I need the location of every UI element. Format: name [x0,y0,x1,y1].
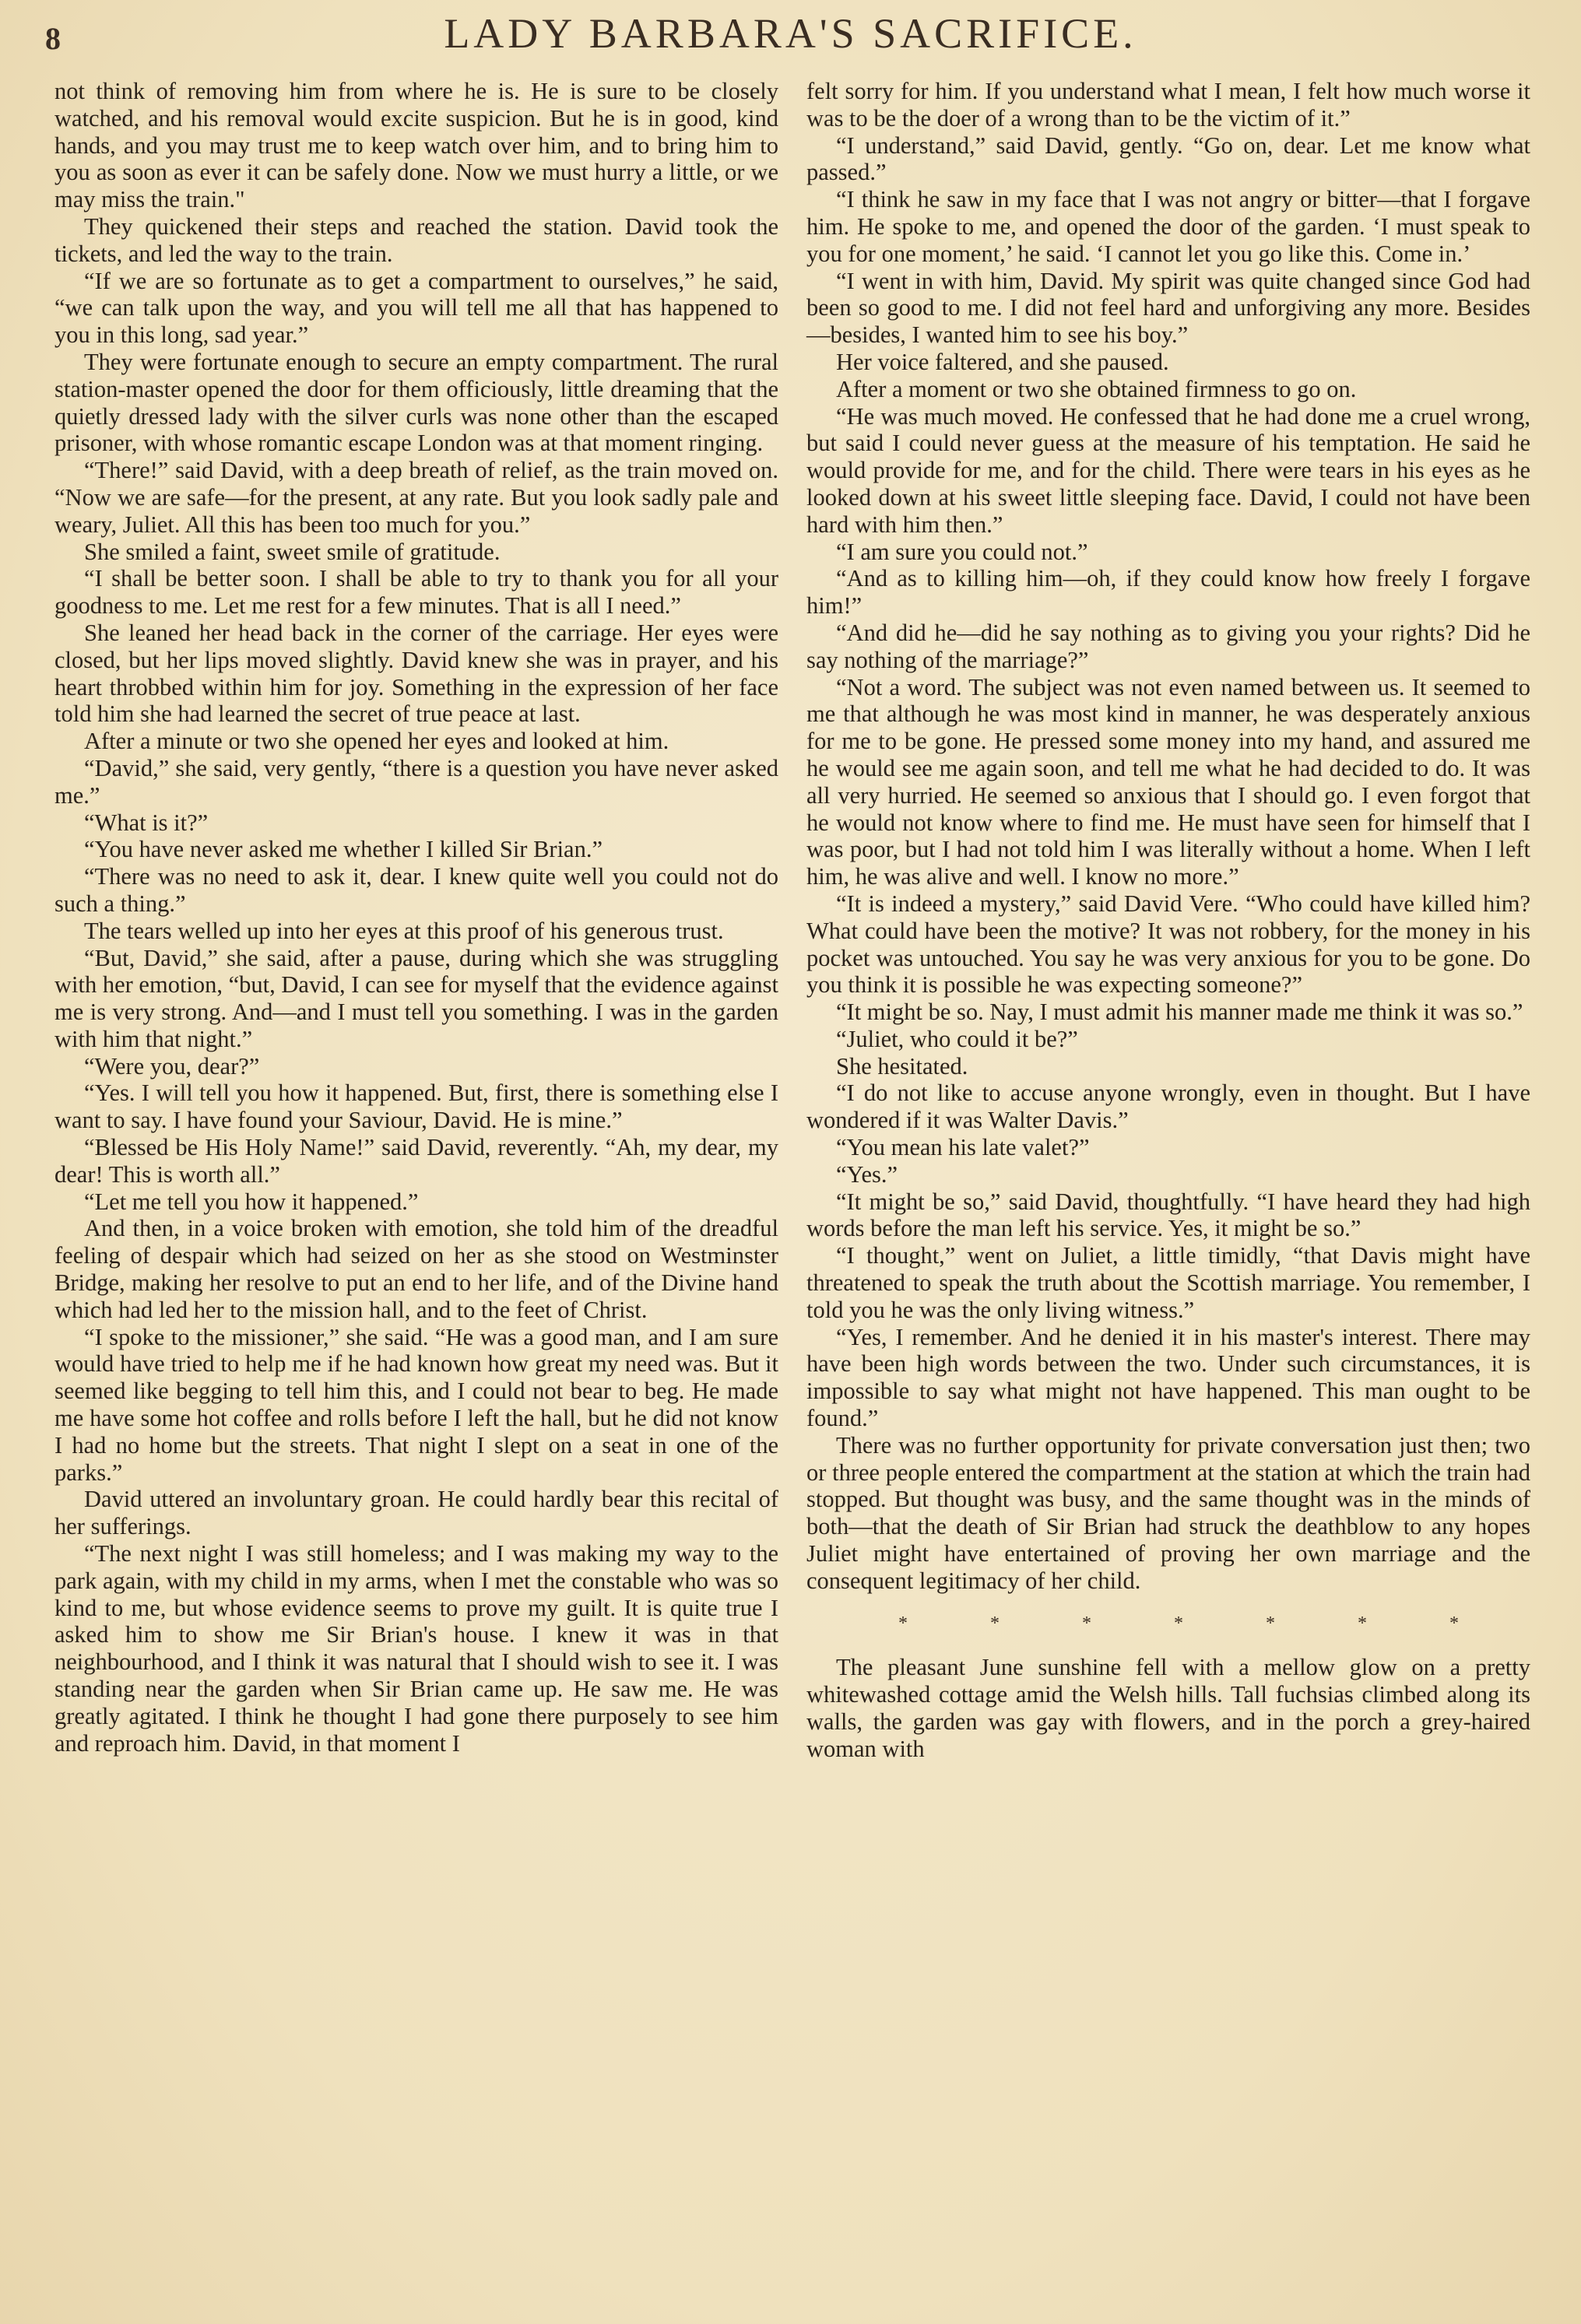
asterisk: * [1358,1613,1367,1634]
paragraph: “I am sure you could not.” [836,538,1088,565]
page-number: 8 [45,21,61,56]
paragraph: “And did he—did he say nothing as to giving you your rights? Did he say nothing of the marriage?” [806,619,1530,673]
paragraph: They were fortunate enough to secure an empty compartment. The rural station-master opened the door for them officiously, little dreaming that the quietly dressed lady with the silver curls was none other than the escaped prisoner, with whose romantic escape London was at that moment ringing. [54,348,778,457]
paragraph: “He was much moved. He confessed that he had done me a cruel wrong, but said I could never guess at the measure of his temptation. He said he would provide for me, and for the child. There were tears in his eyes as he looked down at his sweet little sleeping face. David, I could not have been hard with him then.” [806,402,1530,538]
paragraph: “I do not like to accuse anyone wrongly, even in thought. But I have wondered if it was Walter Davis.” [806,1080,1530,1134]
paragraph: felt sorry for him. If you understand what I mean, I felt how much worse it was to be the doer of a wrong than to be the victim of it.” [806,78,1530,132]
section-separator [898,1610,1459,1638]
asterisk: * [898,1613,908,1634]
paragraph: “There was no need to ask it, dear. I knew quite well you could not do such a thing.” [54,863,778,917]
paragraph: And then, in a voice broken with emotion, she told him of the dreadful feeling of despair which had seized on her as she stood on Westminster Bridge, making her resolve to put an end to her life, and of the Divine hand which had led her to the mission hall, and to the feet of Christ. [54,1215,778,1323]
paragraph: “Yes. I will tell you how it happened. But, first, there is something else I want to say. I have found your Saviour, David. He is mine.” [54,1080,778,1134]
right-column [806,78,1530,1763]
running-title: LADY BARBARA'S SACRIFICE. [444,10,1137,57]
paragraph: “I think he saw in my face that I was not angry or bitter—that I forgave him. He spoke to me, and opened the door of the garden. ‘I must speak to you for one moment,’ he said. ‘I cannot let you go like this. Come in.’ [806,186,1530,267]
asterisk: * [1266,1613,1275,1634]
paragraph: She smiled a faint, sweet smile of gratitude. [84,538,501,565]
asterisk: * [1082,1613,1091,1634]
paragraph: After a minute or two she opened her eyes and looked at him. [84,728,669,755]
paragraph: “You have never asked me whether I killed Sir Brian.” [84,836,603,863]
asterisk: * [1449,1613,1459,1634]
paragraph: “I shall be better soon. I shall be able to try to thank you for all your goodness to me. Let me rest for a few minutes. That is all I need.” [54,565,778,620]
paragraph: “I understand,” said David, gently. “Go on, dear. Let me know what passed.” [806,132,1530,186]
paragraph: The pleasant June sunshine fell with a mellow glow on a pretty whitewashed cottage amid the Welsh hills. Tall fuchsias climbed along its walls, the garden was gay with flowers, and in the porch a grey-haired woman with [806,1654,1530,1762]
paragraph: “Not a word. The subject was not even named between us. It seemed to me that although he was most kind in manner, he was desperately anxious for me to be gone. He pressed some money into my hand, and assured me he would see me again soon, and tell me what he had decided to do. It was all very hurried. He seemed so anxious that I should go. I even forgot that he would not know where to find me. He must have seen for himself that I was poor, but I had not told him I was literally without a home. When I left him, he was alive and well. I know no more.” [806,673,1530,890]
paragraph: She hesitated. [836,1052,968,1080]
paragraph: “You mean his late valet?” [836,1134,1090,1161]
paragraph: “Let me tell you how it happened.” [84,1188,419,1215]
page-header [0,6,1581,61]
paragraph: “Were you, dear?” [84,1052,260,1080]
paragraph: “Juliet, who could it be?” [836,1025,1078,1052]
paragraph: She leaned her head back in the corner of the carriage. Her eyes were closed, but her lips moved slightly. David knew she was in prayer, and his heart throbbed within him for joy. Something in the expression of her face told him she had learned the secret of true peace at last. [54,619,778,728]
paragraph: “There!” said David, with a deep breath of relief, as the train moved on. “Now we are safe—for the present, at any rate. But you look sadly pale and weary, Juliet. All this has been too much for you.” [54,457,778,538]
paragraph: “Yes, I remember. And he denied it in his master's interest. There may have been high words between the two. Under such circumstances, it is impossible to say what might not have happened. This man ought to be found.” [806,1323,1530,1432]
paragraph: After a moment or two she obtained firmness to go on. [836,375,1357,402]
paragraph: David uttered an involuntary groan. He could hardly bear this recital of her sufferings. [54,1486,778,1540]
paragraph: Her voice faltered, and she paused. [836,348,1169,375]
paragraph: They quickened their steps and reached the station. David took the tickets, and led the way to the train. [54,212,778,267]
paragraph: “Blessed be His Holy Name!” said David, reverently. “Ah, my dear, my dear! This is worth all.” [54,1134,778,1188]
paragraph: “And as to killing him—oh, if they could know how freely I forgave him!” [806,565,1530,620]
paragraph: “If we are so fortunate as to get a compartment to ourselves,” he said, “we can talk upon the way, and you will tell me all that has happened to you in this long, sad year.” [54,267,778,349]
paragraph: “It might be so,” said David, thoughtfully. “I have heard they had high words before the man left his service. Yes, it might be so.” [806,1188,1530,1242]
asterisk: * [990,1613,1000,1634]
paragraph: “David,” she said, very gently, “there is a question you have never asked me.” [54,754,778,809]
paragraph: “It is indeed a mystery,” said David Vere. “Who could have killed him? What could have been the motive? It was not robbery, for the money in his pocket was untouched. You say he was very anxious for you to be gone. Do you think it is possible he was expecting someone?” [806,890,1530,999]
left-column [54,78,778,1757]
paragraph: “What is it?” [84,809,209,836]
paragraph: “I thought,” went on Juliet, a little timidly, “that Davis might have threatened to speak the truth about the Scottish marriage. You remember, I told you he was the only living witness.” [806,1242,1530,1323]
paragraph: not think of removing him from where he is. He is sure to be closely watched, and his removal would excite suspicion. But he is in good, kind hands, and you may trust me to keep watch over him, and to bring him to you as soon as ever it can be safely done. Now we must hurry a little, or we may miss the train." [54,78,778,213]
paragraph: “I spoke to the missioner,” she said. “He was a good man, and I am sure would have tried to help me if he had known how great my need was. But it seemed like begging to tell him this, and I could not bear to beg. He made me have some hot coffee and rolls before I left the hall, but he did not know I had no home but the streets. That night I slept on a seat in one of the parks.” [54,1323,778,1486]
paragraph: The tears welled up into her eyes at this proof of his generous trust. [84,917,724,944]
paragraph: “The next night I was still homeless; and I was making my way to the park again, with my child in my arms, when I met the constable who was so kind to me, but whose evidence seems to prove my guilt. It is quite true I asked him to show me Sir Brian's house. I knew it was in that neighbourhood, and I think it was natural that I should wish to see it. I was standing near the garden when Sir Brian came up. He saw me. He was greatly agitated. I think he thought I had gone there purposely to see him and reproach him. David, in that moment I [54,1540,778,1757]
paragraph: “It might be so. Nay, I must admit his manner made me think it was so.” [836,999,1523,1026]
paragraph: There was no further opportunity for private conversation just then; two or three people entered the compartment at the station at which the train had stopped. But thought was busy, and the same thought was in the minds of both—that the death of Sir Brian had struck the deathblow to any hopes Juliet might have entertained of proving her own marriage and the consequent legitimacy of her child. [806,1431,1530,1594]
paragraph: “Yes.” [836,1160,898,1188]
paragraph: “I went in with him, David. My spirit was quite changed since God had been so good to me. I did not feel hard and unforgiving any more. Besides—besides, I wanted him to see his boy.” [806,267,1530,349]
asterisk: * [1174,1613,1183,1634]
paragraph: “But, David,” she said, after a pause, during which she was struggling with her emotion, “but, David, I can see for myself that the evidence against me is very strong. And—and I must tell you something. I was in the garden with him that night.” [54,944,778,1052]
